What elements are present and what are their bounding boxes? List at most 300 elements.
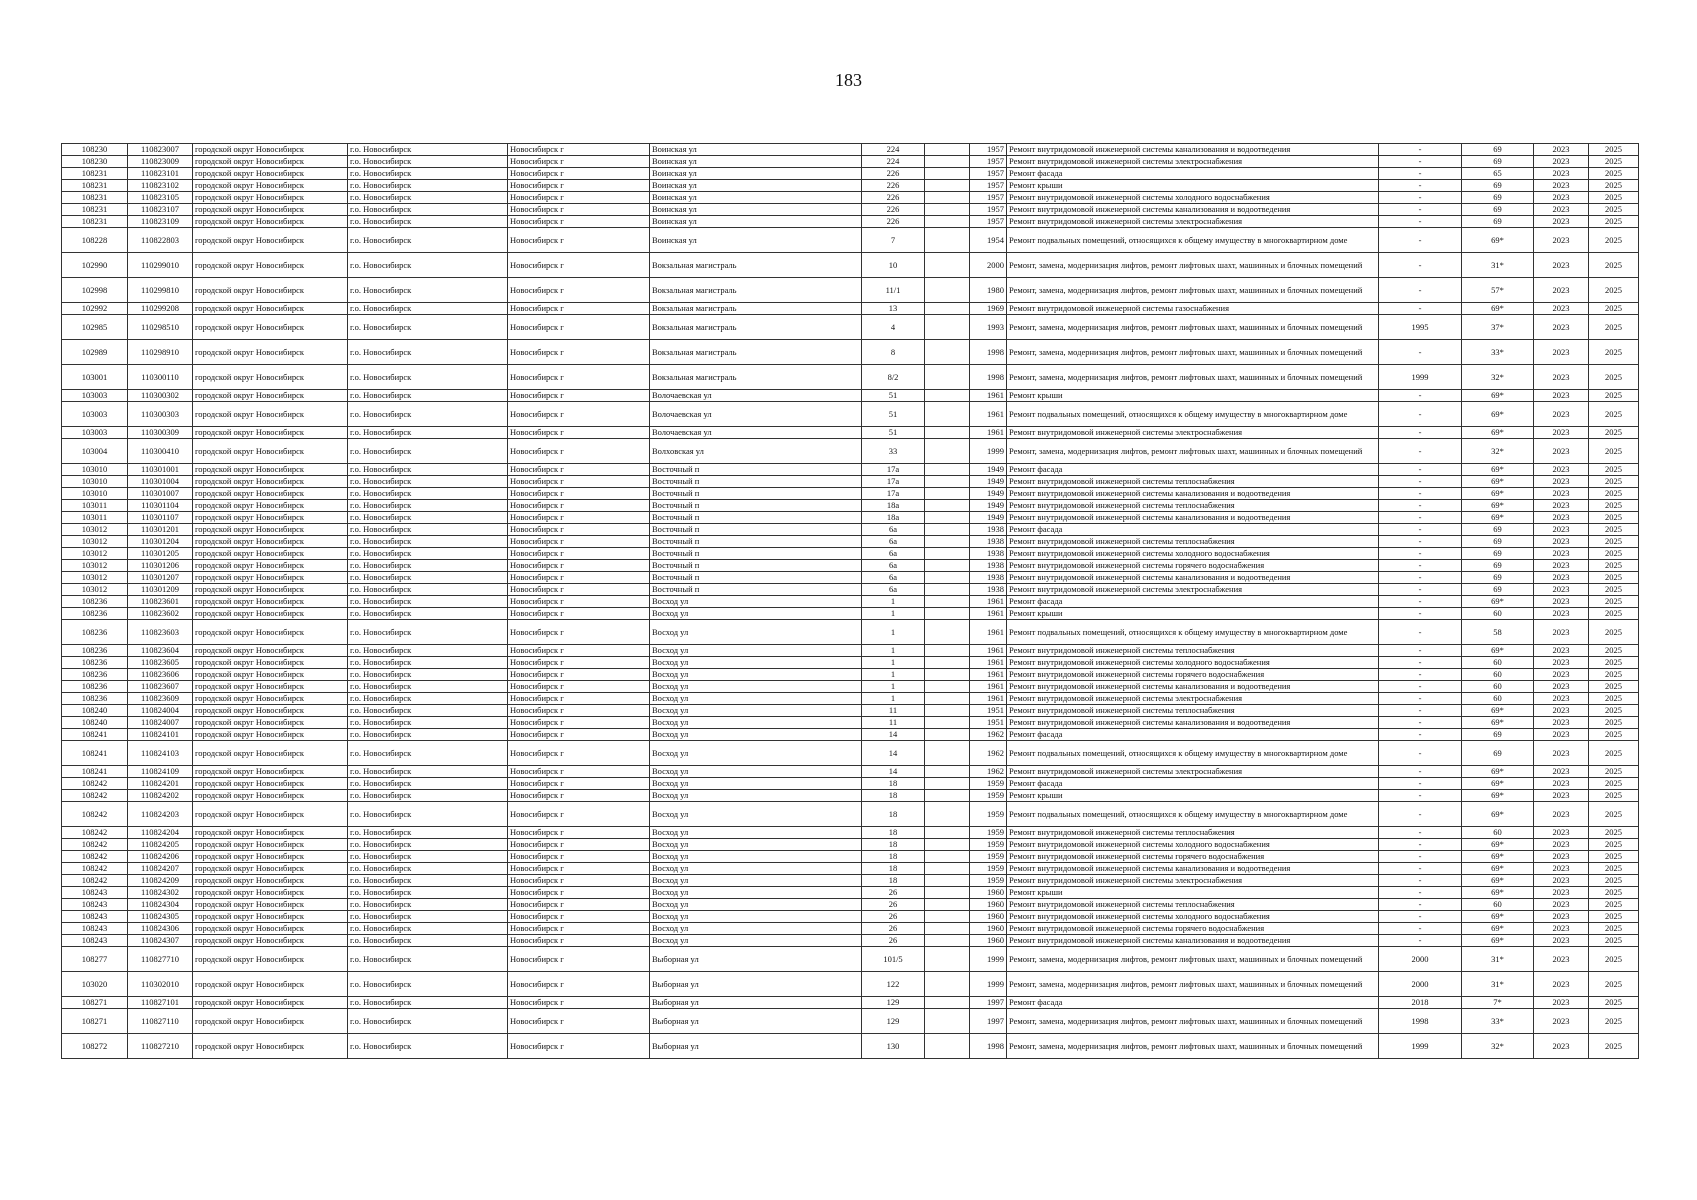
district-cell: городской округ Новосибирск [193,584,348,596]
table-row [62,253,1639,278]
house-id-cell: 103003 [62,390,128,402]
house-id-cell: 103003 [62,402,128,427]
street-cell: Вокзальная магистраль [650,278,862,303]
building-letter-cell [925,536,970,548]
start-year-cell: 2023 [1534,464,1589,476]
house-id-cell: 103011 [62,512,128,524]
end-year-cell: 2025 [1589,851,1639,863]
building-letter-cell [925,717,970,729]
work-type-cell: Ремонт крыши [1007,608,1379,620]
building-letter-cell [925,899,970,911]
work-type-cell: Ремонт внутридомовой инженерной системы канализования и водоотведения [1007,144,1379,156]
end-year-cell: 2025 [1589,464,1639,476]
municipality-cell: г.о. Новосибирск [348,997,508,1009]
city-cell: Новосибирск г [508,923,650,935]
city-cell: Новосибирск г [508,972,650,997]
start-year-cell: 2023 [1534,705,1589,717]
district-cell: городской округ Новосибирск [193,972,348,997]
house-number-cell: 18 [862,851,925,863]
house-number-cell: 14 [862,741,925,766]
street-cell: Выборная ул [650,947,862,972]
build-year-cell: 1998 [970,340,1007,365]
house-id-cell: 108230 [62,156,128,168]
street-cell: Восход ул [650,645,862,657]
work-type-cell: Ремонт, замена, модернизация лифтов, ремонт лифтовых шахт, машинных и блочных помещений [1007,947,1379,972]
table-row [62,548,1639,560]
city-cell: Новосибирск г [508,156,650,168]
end-year-cell: 2025 [1589,1034,1639,1059]
build-year-cell: 1949 [970,488,1007,500]
city-cell: Новосибирск г [508,192,650,204]
end-year-cell: 2025 [1589,168,1639,180]
city-cell: Новосибирск г [508,315,650,340]
house-id-cell: 103010 [62,476,128,488]
house-id-cell: 108236 [62,596,128,608]
house-id-cell: 108243 [62,887,128,899]
end-year-cell: 2025 [1589,947,1639,972]
building-letter-cell [925,790,970,802]
table-row [62,488,1639,500]
table-row [62,1009,1639,1034]
building-letter-cell [925,620,970,645]
house-id-cell: 108236 [62,620,128,645]
build-year-cell: 1962 [970,741,1007,766]
end-year-cell: 2025 [1589,192,1639,204]
end-year-cell: 2025 [1589,439,1639,464]
work-code-cell: 110824004 [128,705,193,717]
end-year-cell: 2025 [1589,827,1639,839]
building-letter-cell [925,935,970,947]
building-letter-cell [925,645,970,657]
work-code-cell: 110824101 [128,729,193,741]
table-row [62,620,1639,645]
city-cell: Новосибирск г [508,390,650,402]
street-cell: Вокзальная магистраль [650,365,862,390]
table-body [62,144,1639,1059]
municipality-cell: г.о. Новосибирск [348,253,508,278]
last-repair-year-cell: - [1379,851,1462,863]
start-year-cell: 2023 [1534,156,1589,168]
work-type-cell: Ремонт фасада [1007,168,1379,180]
start-year-cell: 2023 [1534,729,1589,741]
district-cell: городской округ Новосибирск [193,899,348,911]
work-type-cell: Ремонт внутридомовой инженерной системы горячего водоснабжения [1007,923,1379,935]
street-cell: Воинская ул [650,156,862,168]
wear-percent-cell: 69 [1462,204,1534,216]
last-repair-year-cell: 2018 [1379,997,1462,1009]
street-cell: Восход ул [650,608,862,620]
last-repair-year-cell: - [1379,144,1462,156]
house-id-cell: 103012 [62,548,128,560]
district-cell: городской округ Новосибирск [193,766,348,778]
house-number-cell: 18а [862,500,925,512]
end-year-cell: 2025 [1589,972,1639,997]
last-repair-year-cell: - [1379,923,1462,935]
municipality-cell: г.о. Новосибирск [348,390,508,402]
house-number-cell: 18 [862,790,925,802]
street-cell: Восход ул [650,705,862,717]
end-year-cell: 2025 [1589,500,1639,512]
street-cell: Восточный п [650,584,862,596]
wear-percent-cell: 7* [1462,997,1534,1009]
end-year-cell: 2025 [1589,802,1639,827]
last-repair-year-cell: - [1379,168,1462,180]
city-cell: Новосибирск г [508,997,650,1009]
municipality-cell: г.о. Новосибирск [348,303,508,315]
wear-percent-cell: 69* [1462,863,1534,875]
wear-percent-cell: 60 [1462,657,1534,669]
house-number-cell: 51 [862,427,925,439]
district-cell: городской округ Новосибирск [193,827,348,839]
end-year-cell: 2025 [1589,875,1639,887]
last-repair-year-cell: - [1379,216,1462,228]
work-code-cell: 110823009 [128,156,193,168]
last-repair-year-cell: - [1379,253,1462,278]
wear-percent-cell: 32* [1462,1034,1534,1059]
building-letter-cell [925,863,970,875]
work-code-cell: 110824203 [128,802,193,827]
work-code-cell: 110823606 [128,669,193,681]
municipality-cell: г.о. Новосибирск [348,402,508,427]
start-year-cell: 2023 [1534,548,1589,560]
work-type-cell: Ремонт внутридомовой инженерной системы канализования и водоотведения [1007,488,1379,500]
district-cell: городской округ Новосибирск [193,681,348,693]
city-cell: Новосибирск г [508,717,650,729]
table-row [62,228,1639,253]
start-year-cell: 2023 [1534,669,1589,681]
work-code-cell: 110824007 [128,717,193,729]
start-year-cell: 2023 [1534,315,1589,340]
end-year-cell: 2025 [1589,156,1639,168]
table-row [62,560,1639,572]
building-letter-cell [925,584,970,596]
start-year-cell: 2023 [1534,572,1589,584]
last-repair-year-cell: - [1379,180,1462,192]
house-number-cell: 26 [862,911,925,923]
building-letter-cell [925,340,970,365]
build-year-cell: 1980 [970,278,1007,303]
house-id-cell: 108228 [62,228,128,253]
district-cell: городской округ Новосибирск [193,717,348,729]
district-cell: городской округ Новосибирск [193,669,348,681]
start-year-cell: 2023 [1534,512,1589,524]
city-cell: Новосибирск г [508,216,650,228]
wear-percent-cell: 32* [1462,439,1534,464]
work-type-cell: Ремонт крыши [1007,790,1379,802]
municipality-cell: г.о. Новосибирск [348,180,508,192]
street-cell: Восточный п [650,476,862,488]
table-row [62,935,1639,947]
start-year-cell: 2023 [1534,911,1589,923]
start-year-cell: 2023 [1534,608,1589,620]
city-cell: Новосибирск г [508,144,650,156]
end-year-cell: 2025 [1589,923,1639,935]
house-number-cell: 13 [862,303,925,315]
district-cell: городской округ Новосибирск [193,365,348,390]
wear-percent-cell: 60 [1462,669,1534,681]
start-year-cell: 2023 [1534,839,1589,851]
wear-percent-cell: 69* [1462,476,1534,488]
house-number-cell: 18 [862,863,925,875]
house-id-cell: 108242 [62,790,128,802]
start-year-cell: 2023 [1534,168,1589,180]
house-number-cell: 224 [862,156,925,168]
table-row [62,887,1639,899]
house-id-cell: 103001 [62,365,128,390]
municipality-cell: г.о. Новосибирск [348,645,508,657]
house-number-cell: 18 [862,827,925,839]
municipality-cell: г.о. Новосибирск [348,875,508,887]
street-cell: Восточный п [650,524,862,536]
end-year-cell: 2025 [1589,204,1639,216]
house-id-cell: 108242 [62,863,128,875]
house-id-cell: 108272 [62,1034,128,1059]
house-number-cell: 1 [862,657,925,669]
table-row [62,923,1639,935]
start-year-cell: 2023 [1534,681,1589,693]
building-letter-cell [925,524,970,536]
last-repair-year-cell: - [1379,536,1462,548]
end-year-cell: 2025 [1589,669,1639,681]
end-year-cell: 2025 [1589,340,1639,365]
city-cell: Новосибирск г [508,657,650,669]
house-id-cell: 108243 [62,935,128,947]
work-code-cell: 110299810 [128,278,193,303]
district-cell: городской округ Новосибирск [193,548,348,560]
work-code-cell: 110823109 [128,216,193,228]
municipality-cell: г.о. Новосибирск [348,802,508,827]
building-letter-cell [925,1009,970,1034]
house-id-cell: 108243 [62,899,128,911]
municipality-cell: г.о. Новосибирск [348,439,508,464]
build-year-cell: 1959 [970,790,1007,802]
build-year-cell: 1957 [970,192,1007,204]
work-type-cell: Ремонт внутридомовой инженерной системы канализования и водоотведения [1007,512,1379,524]
table-row [62,705,1639,717]
end-year-cell: 2025 [1589,693,1639,705]
house-number-cell: 226 [862,204,925,216]
work-type-cell: Ремонт крыши [1007,390,1379,402]
start-year-cell: 2023 [1534,204,1589,216]
district-cell: городской округ Новосибирск [193,204,348,216]
house-number-cell: 226 [862,216,925,228]
house-number-cell: 226 [862,168,925,180]
house-number-cell: 51 [862,402,925,427]
house-id-cell: 102998 [62,278,128,303]
city-cell: Новосибирск г [508,911,650,923]
end-year-cell: 2025 [1589,572,1639,584]
start-year-cell: 2023 [1534,427,1589,439]
last-repair-year-cell: - [1379,584,1462,596]
house-id-cell: 103012 [62,584,128,596]
start-year-cell: 2023 [1534,439,1589,464]
start-year-cell: 2023 [1534,192,1589,204]
work-code-cell: 110824306 [128,923,193,935]
last-repair-year-cell: 1995 [1379,315,1462,340]
work-type-cell: Ремонт внутридомовой инженерной системы горячего водоснабжения [1007,669,1379,681]
house-id-cell: 108231 [62,216,128,228]
work-code-cell: 110301204 [128,536,193,548]
municipality-cell: г.о. Новосибирск [348,851,508,863]
house-number-cell: 14 [862,729,925,741]
wear-percent-cell: 69 [1462,741,1534,766]
house-number-cell: 129 [862,997,925,1009]
work-code-cell: 110824109 [128,766,193,778]
wear-percent-cell: 69 [1462,180,1534,192]
house-id-cell: 108243 [62,911,128,923]
municipality-cell: г.о. Новосибирск [348,669,508,681]
house-id-cell: 108243 [62,923,128,935]
wear-percent-cell: 33* [1462,340,1534,365]
city-cell: Новосибирск г [508,365,650,390]
start-year-cell: 2023 [1534,1034,1589,1059]
work-type-cell: Ремонт, замена, модернизация лифтов, ремонт лифтовых шахт, машинных и блочных помещений [1007,439,1379,464]
house-id-cell: 108231 [62,180,128,192]
building-letter-cell [925,180,970,192]
street-cell: Восход ул [650,620,862,645]
end-year-cell: 2025 [1589,180,1639,192]
work-code-cell: 110823101 [128,168,193,180]
house-number-cell: 18 [862,875,925,887]
last-repair-year-cell: - [1379,488,1462,500]
end-year-cell: 2025 [1589,620,1639,645]
build-year-cell: 1957 [970,180,1007,192]
build-year-cell: 1961 [970,657,1007,669]
building-letter-cell [925,802,970,827]
building-letter-cell [925,439,970,464]
start-year-cell: 2023 [1534,778,1589,790]
build-year-cell: 1961 [970,390,1007,402]
build-year-cell: 1999 [970,439,1007,464]
last-repair-year-cell: - [1379,827,1462,839]
house-number-cell: 1 [862,645,925,657]
street-cell: Восточный п [650,500,862,512]
end-year-cell: 2025 [1589,935,1639,947]
municipality-cell: г.о. Новосибирск [348,572,508,584]
street-cell: Восход ул [650,911,862,923]
build-year-cell: 1999 [970,947,1007,972]
work-code-cell: 110824302 [128,887,193,899]
table-row [62,827,1639,839]
last-repair-year-cell: 1999 [1379,365,1462,390]
work-code-cell: 110300410 [128,439,193,464]
city-cell: Новосибирск г [508,778,650,790]
end-year-cell: 2025 [1589,402,1639,427]
municipality-cell: г.о. Новосибирск [348,608,508,620]
last-repair-year-cell: - [1379,402,1462,427]
work-type-cell: Ремонт подвальных помещений, относящихся к общему имуществу в многоквартирном доме [1007,620,1379,645]
build-year-cell: 1949 [970,512,1007,524]
build-year-cell: 1957 [970,168,1007,180]
district-cell: городской округ Новосибирск [193,911,348,923]
work-type-cell: Ремонт внутридомовой инженерной системы газоснабжения [1007,303,1379,315]
end-year-cell: 2025 [1589,717,1639,729]
last-repair-year-cell: - [1379,560,1462,572]
last-repair-year-cell: - [1379,390,1462,402]
municipality-cell: г.о. Новосибирск [348,790,508,802]
work-type-cell: Ремонт крыши [1007,180,1379,192]
last-repair-year-cell: - [1379,766,1462,778]
wear-percent-cell: 69 [1462,572,1534,584]
house-number-cell: 1 [862,693,925,705]
build-year-cell: 1957 [970,156,1007,168]
district-cell: городской округ Новосибирск [193,228,348,253]
street-cell: Восход ул [650,923,862,935]
last-repair-year-cell: - [1379,278,1462,303]
table-row [62,536,1639,548]
district-cell: городской округ Новосибирск [193,596,348,608]
city-cell: Новосибирск г [508,875,650,887]
house-number-cell: 18а [862,512,925,524]
building-letter-cell [925,875,970,887]
building-letter-cell [925,156,970,168]
house-number-cell: 8/2 [862,365,925,390]
wear-percent-cell: 69* [1462,596,1534,608]
work-type-cell: Ремонт внутридомовой инженерной системы электроснабжения [1007,875,1379,887]
street-cell: Выборная ул [650,972,862,997]
municipality-cell: г.о. Новосибирск [348,741,508,766]
house-number-cell: 4 [862,315,925,340]
end-year-cell: 2025 [1589,741,1639,766]
city-cell: Новосибирск г [508,488,650,500]
last-repair-year-cell: - [1379,548,1462,560]
street-cell: Восход ул [650,681,862,693]
start-year-cell: 2023 [1534,303,1589,315]
city-cell: Новосибирск г [508,935,650,947]
work-code-cell: 110301007 [128,488,193,500]
house-id-cell: 108271 [62,1009,128,1034]
building-letter-cell [925,923,970,935]
last-repair-year-cell: - [1379,935,1462,947]
work-code-cell: 110824103 [128,741,193,766]
work-type-cell: Ремонт фасада [1007,997,1379,1009]
district-cell: городской округ Новосибирск [193,729,348,741]
work-type-cell: Ремонт внутридомовой инженерной системы канализования и водоотведения [1007,935,1379,947]
municipality-cell: г.о. Новосибирск [348,476,508,488]
house-number-cell: 1 [862,620,925,645]
table-row [62,216,1639,228]
last-repair-year-cell: 1999 [1379,1034,1462,1059]
build-year-cell: 1960 [970,887,1007,899]
table-row [62,524,1639,536]
work-type-cell: Ремонт внутридомовой инженерной системы электроснабжения [1007,693,1379,705]
house-id-cell: 108236 [62,608,128,620]
table-row [62,192,1639,204]
work-type-cell: Ремонт внутридомовой инженерной системы холодного водоснабжения [1007,192,1379,204]
house-number-cell: 10 [862,253,925,278]
street-cell: Восточный п [650,464,862,476]
table-row [62,645,1639,657]
house-id-cell: 108230 [62,144,128,156]
work-code-cell: 110823603 [128,620,193,645]
municipality-cell: г.о. Новосибирск [348,500,508,512]
work-code-cell: 110824206 [128,851,193,863]
municipality-cell: г.о. Новосибирск [348,887,508,899]
end-year-cell: 2025 [1589,278,1639,303]
build-year-cell: 1949 [970,500,1007,512]
table-row [62,572,1639,584]
house-id-cell: 103012 [62,536,128,548]
street-cell: Восход ул [650,790,862,802]
house-id-cell: 102990 [62,253,128,278]
municipality-cell: г.о. Новосибирск [348,488,508,500]
table-row [62,875,1639,887]
end-year-cell: 2025 [1589,705,1639,717]
street-cell: Восход ул [650,778,862,790]
work-code-cell: 110299010 [128,253,193,278]
work-type-cell: Ремонт внутридомовой инженерной системы электроснабжения [1007,584,1379,596]
building-letter-cell [925,947,970,972]
